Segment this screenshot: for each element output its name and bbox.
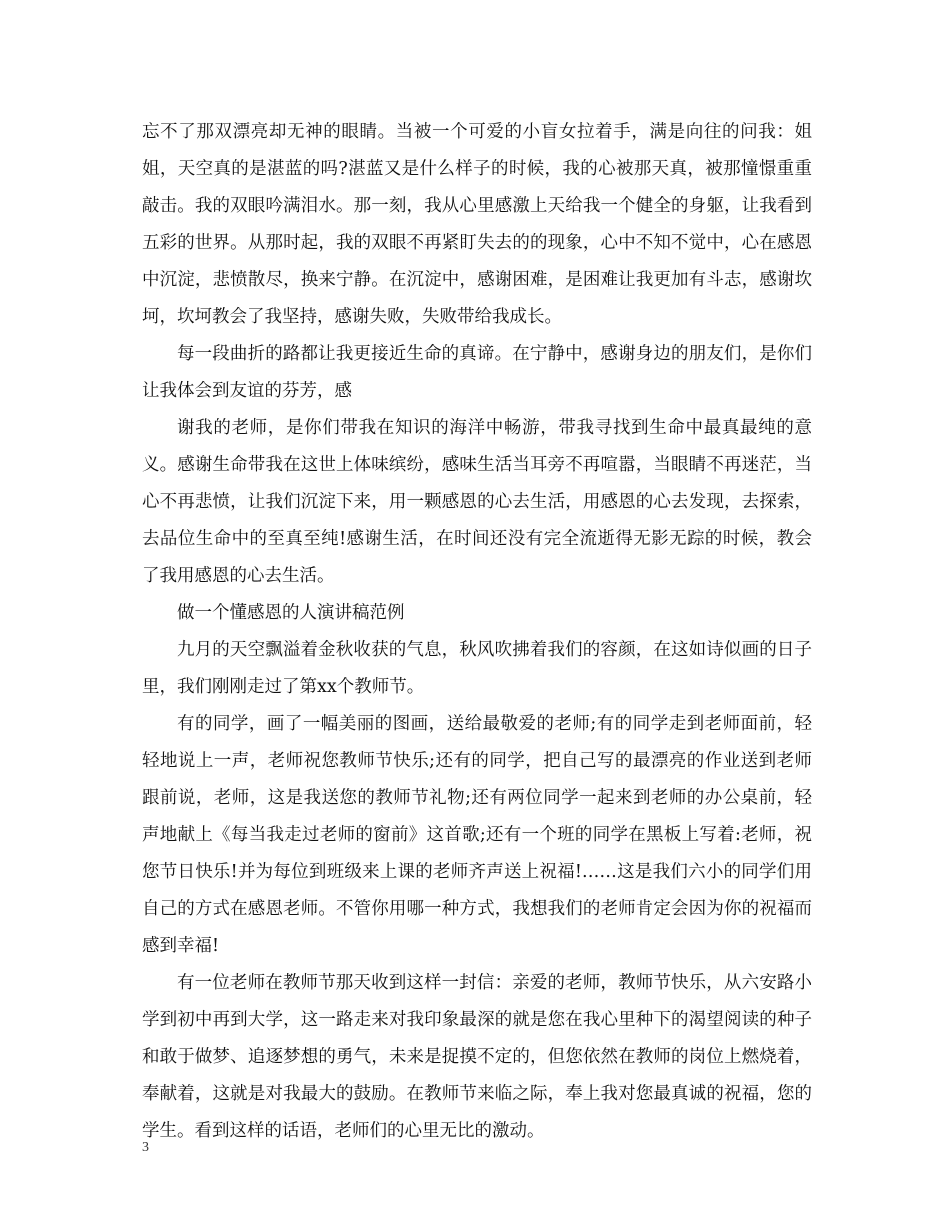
paragraph-5: 有的同学，画了一幅美丽的图画，送给最敬爱的老师;有的同学走到老师面前，轻轻地说上一声，老师祝您教师节快乐;还有的同学，把自己写的最漂亮的作业送到老师跟前说，老师，这是我送您的教师节礼物;还有两位同学一起来到老师的办公桌前，轻声地献上《每当我走过老师的窗前》这首歌;还有一个班的同学在黑板上写着:老师，祝您节日快乐!并为每位到班级来上课的老师齐声送上祝福!……这是我们六小的同学们用自己的方式在感恩老师。不管你用哪一种方式，我想我们的老师肯定会因为你的祝福而感到幸福! xyxy=(142,714,812,956)
document-body xyxy=(142,114,812,1150)
paragraph-6: 有一位老师在教师节那天收到这样一封信：亲爱的老师，教师节快乐，从六安路小学到初中再到大学，这一路走来对我印象最深的就是您在我心里种下的渴望阅读的种子和敢于做梦、追逐梦想的勇气，未来是捉摸不定的，但您依然在教师的岗位上燃烧着，奉献着，这就是对我最大的鼓励。在教师节来临之际，奉上我对您最真诚的祝福，您的学生。看到这样的话语，老师们的心里无比的激动。 xyxy=(142,973,812,1141)
paragraph-2: 每一段曲折的路都让我更接近生命的真谛。在宁静中，感谢身边的朋友们，是你们让我体会到友谊的芬芳，感 xyxy=(142,344,812,401)
paragraph-4: 九月的天空飘溢着金秋收获的气息，秋风吹拂着我们的容颜，在这如诗似画的日子里，我们刚刚走过了第xx个教师节。 xyxy=(142,640,812,697)
paragraph-1: 忘不了那双漂亮却无神的眼睛。当被一个可爱的小盲女拉着手，满是向往的问我：姐姐，天空真的是湛蓝的吗?湛蓝又是什么样子的时候，我的心被那天真，被那憧憬重重敲击。我的双眼吟满泪水。那一刻，我从心里感激上天给我一个健全的身躯，让我看到五彩的世界。从那时起，我的双眼不再紧盯失去的的现象，心中不知不觉中，心在感恩中沉淀，悲愤散尽，换来宁静。在沉淀中，感谢困难，是困难让我更加有斗志，感谢坎坷，坎坷教会了我坚持，感谢失败，失败带给我成长。 xyxy=(142,122,812,327)
section-heading: 做一个懂感恩的人演讲稿范例 xyxy=(177,603,405,623)
page-number: 3 xyxy=(142,1140,149,1155)
paragraph-3: 谢我的老师，是你们带我在知识的海洋中畅游，带我寻找到生命中最真最纯的意义。感谢生命带我在这世上体味缤纷，感味生活当耳旁不再喧嚣，当眼睛不再迷茫，当心不再悲愤，让我们沉淀下来，用一颗感恩的心去生活，用感恩的心去发现，去探索，去品位生命中的至真至纯!感谢生活，在时间还没有完全流逝得无影无踪的时候，教会了我用感恩的心去生活。 xyxy=(142,418,812,586)
